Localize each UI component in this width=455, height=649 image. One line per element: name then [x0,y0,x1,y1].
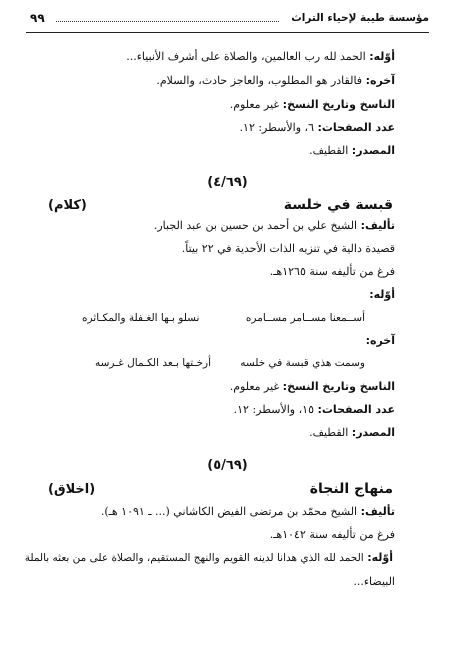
last-label: آخره: [365,334,395,347]
pages-line [30,403,395,417]
entry-number: (٥/٦٩) [207,458,248,473]
page-number: ٩٩ [30,11,45,25]
source-label: المصدر: [351,426,395,439]
pages-label: عدد الصفحات: [317,121,395,134]
first-line [24,551,393,565]
copyist-line [30,380,395,394]
verse-first-hemistich: وسمت هذي قبسة في خلسه [240,357,365,369]
header-dotted-leader [56,21,279,22]
source-text: القطيف. [309,426,349,439]
entry-subject: (اخلاق) [48,482,96,497]
copyist-label: الناسخ وتاريخ النسخ: [282,380,395,393]
first-label: أوّله: [369,288,395,301]
copyist-text: غير معلوم. [229,380,280,393]
prev-copyist-line [30,98,395,112]
first-text: الحمد لله رب العالمين، والصلاة على أشرف الأنبياء... [126,50,366,63]
prev-first-line [30,50,395,64]
entry-number: (٤/٦٩) [207,175,248,190]
prev-pages-line [30,121,395,135]
entry-title: قبسة في خلسة [283,197,393,213]
finished-line [30,265,395,279]
source-text: القطيف. [309,144,349,157]
verse-second-hemistich: نسلو بـها الغـفلة والمكـاثره [82,312,200,324]
last-label-line [30,334,395,348]
finished-line [30,528,395,542]
verse-second-hemistich: أرخـتها بـعد الكـمال غـرسه [95,357,212,369]
copyist-label: الناسخ وتاريخ النسخ: [282,98,395,111]
prev-last-line [30,74,395,88]
entry-subject: (كلام) [48,198,87,213]
entry-title: منهاج النجاة [309,481,393,497]
last-text: فالقادر هو المطلوب، والعاجز حادث، والسلام. [156,74,363,87]
author-label: تأليف: [360,219,395,232]
verse-first-hemistich: أســمعنا مســامر مســامره [245,312,365,324]
first-text: الحمد لله الذي هدانا لدينه القويم والنهج المستقيم، والصلاة على من بعثه بالملة [24,552,364,564]
pages-label: عدد الصفحات: [317,403,395,416]
running-header [26,10,429,33]
author-line [30,505,395,519]
description-line [30,242,395,256]
author-line [30,219,395,233]
first-text-continued: البيضاء... [353,575,395,588]
first-label: أوّله: [367,551,393,564]
source-line [30,426,395,440]
finished-text: فرغ من تأليفه سنة ١٢٦٥هـ. [269,265,395,278]
header-title: مؤسسة طيبة لإحياء التراث [291,12,429,24]
finished-text: فرغ من تأليفه سنة ١٠٤٢هـ. [269,528,395,541]
first-label: أوّله: [369,50,395,63]
prev-source-line [30,144,395,158]
description-text: قصيدة دالية في تنزيه الذات الأحدية في ٢٢ بيتاً. [181,242,395,255]
author-label: تأليف: [360,505,395,518]
pages-text: ١٥، والأسطر: ١٢. [233,403,314,416]
first-label-line [30,288,395,302]
copyist-text: غير معلوم. [229,98,280,111]
author-text: الشيخ علي بن أحمد بن حسين بن عبد الجبار. [153,219,358,232]
author-text: الشيخ محمّد بن مرتضى الفيض الكاشاني (... ـ ١٠٩١ هـ). [100,505,358,518]
pages-text: ٦، والأسطر: ١٢. [239,121,314,134]
last-label: آخره: [365,74,395,87]
first-line-continued [30,575,395,589]
source-label: المصدر: [351,144,395,157]
